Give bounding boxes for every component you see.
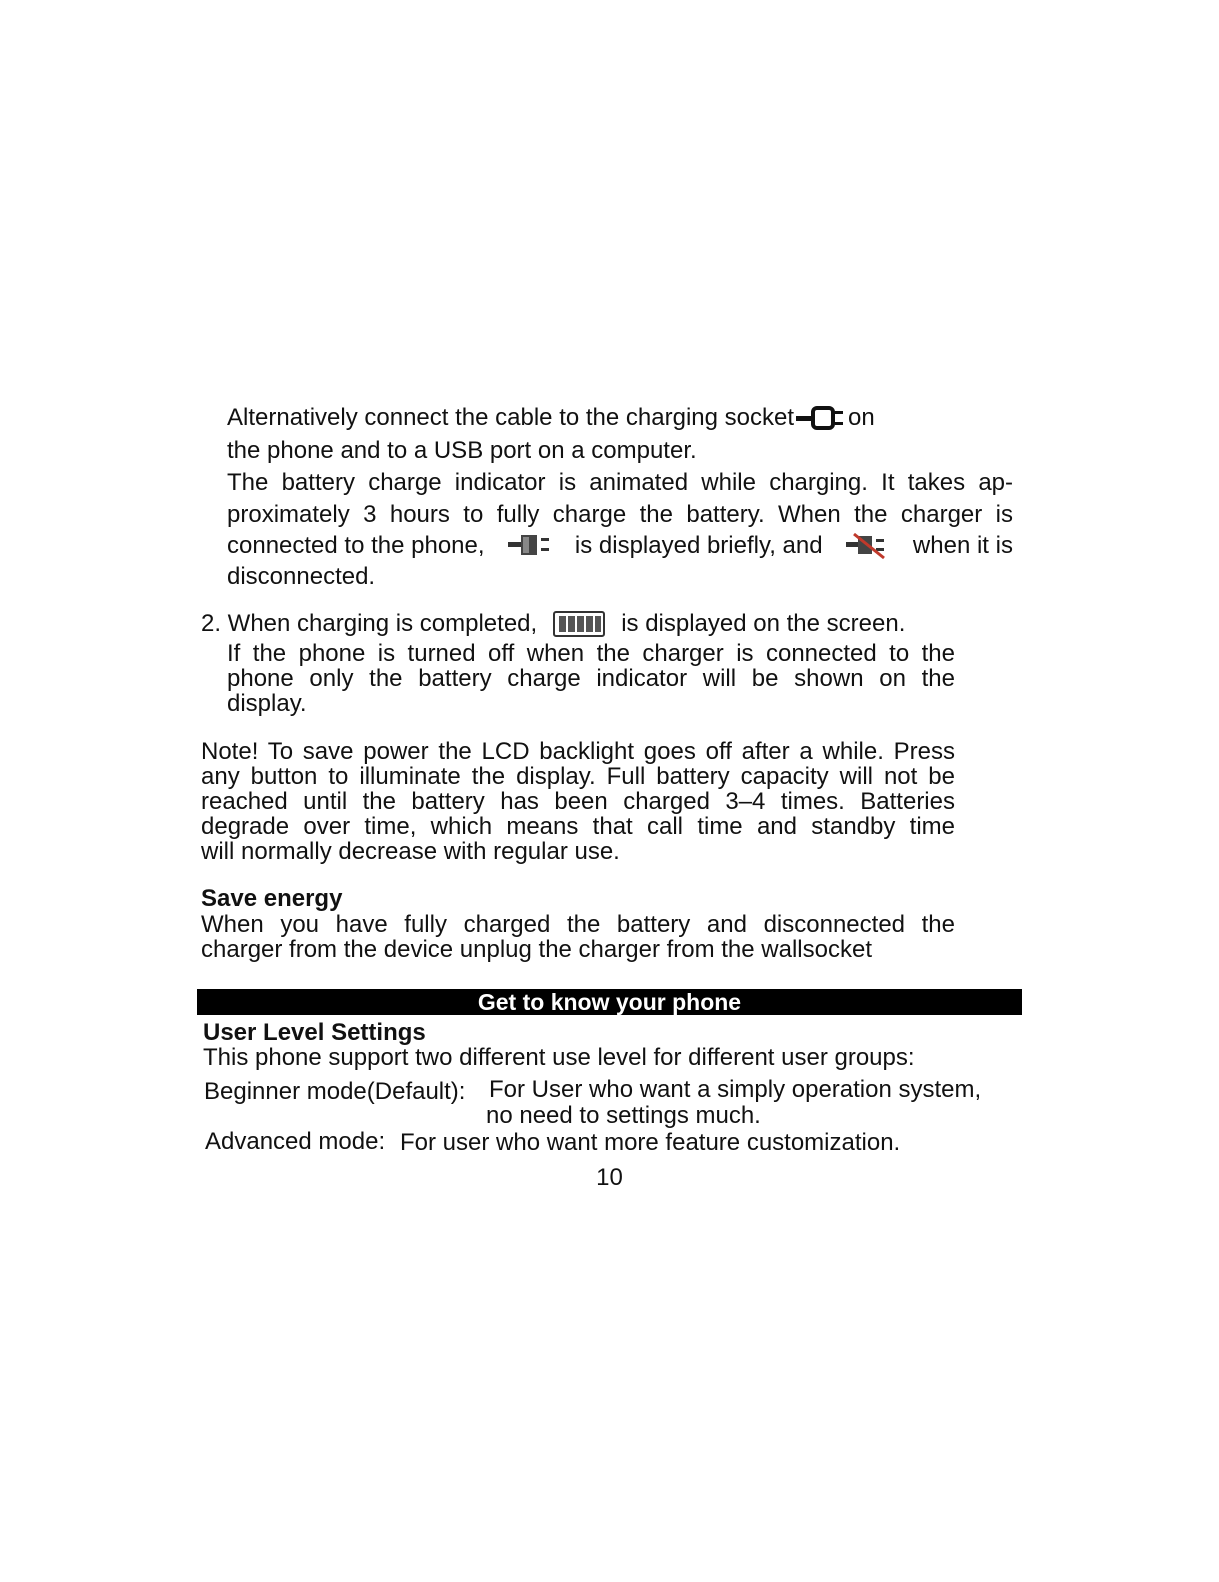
step2-line-2: If the phone is turned off when the charger is connected to the (227, 640, 955, 667)
section-banner: Get to know your phone (197, 989, 1022, 1015)
step2-text: is displayed on the screen. (621, 610, 906, 637)
charging-line-5 (227, 532, 1013, 560)
beginner-label: Beginner mode(Default): (204, 1078, 466, 1105)
user-level-intro: This phone support two different use level for different user groups: (203, 1044, 915, 1071)
advanced-label: Advanced mode: (205, 1128, 386, 1155)
user-level-heading: User Level Settings (203, 1019, 426, 1046)
step2-line-3: phone only the battery charge indicator will be shown on the (227, 665, 955, 692)
beginner-desc-2: no need to settings much. (486, 1102, 761, 1129)
step2-line-1 (201, 610, 905, 638)
charging-text: Alternatively connect the cable to the charging socket (227, 404, 794, 431)
charging-line-1 (227, 404, 875, 432)
step2-line-4: display. (227, 690, 307, 717)
note-line-2: any button to illuminate the display. Full battery capacity will not be (201, 763, 955, 790)
charging-line-4: proximately 3 hours to fully charge the battery. When the charger is (227, 501, 1013, 528)
charger-disconnected-icon (846, 532, 890, 560)
page-number: 10 (596, 1164, 623, 1191)
save-energy-line-1: When you have fully charged the battery and disconnected the (201, 911, 955, 938)
charging-text: when it is (912, 532, 1013, 559)
charger-connected-icon (508, 532, 552, 560)
charging-text: is displayed briefly, and (574, 532, 823, 559)
advanced-desc: For user who want more feature customization. (400, 1129, 901, 1156)
save-energy-heading: Save energy (201, 885, 343, 912)
note-line-4: degrade over time, which means that call time and standby time (201, 813, 955, 840)
charging-socket-icon (796, 405, 846, 431)
beginner-desc-1: For User who want a simply operation system, (489, 1076, 982, 1103)
note-line-5: will normally decrease with regular use. (201, 838, 620, 865)
charging-line-3: The battery charge indicator is animated while charging. It takes ap- (227, 469, 1013, 496)
charging-line-6: disconnected. (227, 563, 376, 590)
battery-full-icon (553, 611, 607, 637)
charging-text: connected to the phone, (227, 532, 485, 559)
save-energy-line-2: charger from the device unplug the charger from the wallsocket (201, 936, 873, 963)
note-line-3: reached until the battery has been charged 3–4 times. Batteries (201, 788, 955, 815)
step2-text: 2. When charging is completed, (201, 610, 538, 637)
note-line-1: Note! To save power the LCD backlight goes off after a while. Press (201, 738, 955, 765)
charging-text: on (848, 404, 875, 431)
charging-line-2: the phone and to a USB port on a computer. (227, 437, 697, 464)
